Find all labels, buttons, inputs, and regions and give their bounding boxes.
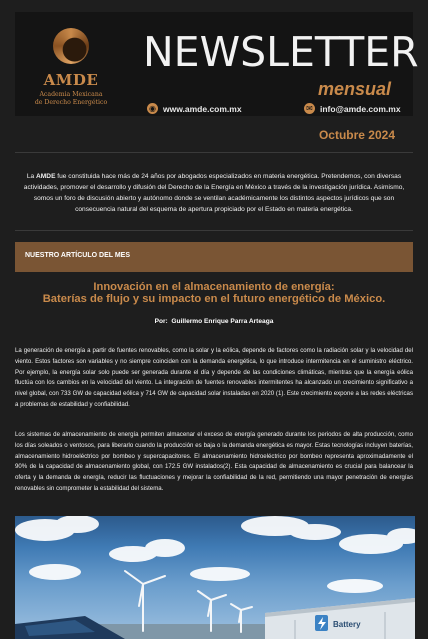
globe-icon: ◉ xyxy=(147,103,158,114)
logo-subtitle-line2: de Derecho Energético xyxy=(34,99,108,106)
newsletter-header xyxy=(15,12,419,116)
intro-prefix: La xyxy=(26,173,37,180)
website-link[interactable] xyxy=(147,103,242,114)
article-byline xyxy=(15,318,413,325)
intro-brand: AMDE xyxy=(36,173,56,180)
amde-logo[interactable] xyxy=(15,12,127,116)
logo-emblem-icon xyxy=(53,28,89,64)
email-link[interactable] xyxy=(304,103,401,114)
section-header-bar xyxy=(15,242,413,272)
newsletter-subtitle: mensual xyxy=(317,79,391,99)
hero-illustration xyxy=(15,516,415,639)
logo-name: AMDE xyxy=(43,71,99,89)
article-title-line2[interactable]: Baterías de flujo y su impacto en el futuro energético de México. xyxy=(42,293,386,305)
byline-author: Guillermo Enrique Parra Arteaga xyxy=(171,318,274,325)
article-title-line1[interactable]: Innovación en el almacenamiento de energía: xyxy=(93,281,335,293)
battery-container xyxy=(265,598,415,639)
article-paragraph-1: La generación de energía a partir de fuentes renovables, como la solar y la eólica, depende de factores como la radiación solar y la velocidad del viento. Estos factores son variables y no siempre coinciden con la demanda energética, lo que introduce intermitencia en el suministro eléctrico. Por ejemplo, la energía solar solo puede ser generada durante el día y depende de las condiciones climáticas, mientras que la energía eólica fluctúa con los cambios en la velocidad del viento. La integración de fuentes renovables intermitentes ha alcanzado un crecimiento significativo a nivel global, con 733 GW de capacidad eólica y 714 GW de capacidad solar instaladas en 2020 (1). Este crecimiento expone a las redes eléctricas a problemas de estabilidad y confiabilidad. xyxy=(15,347,413,408)
logo-subtitle-line1: Academia Mexicana xyxy=(39,91,103,98)
intro-body: fue constituida hace más de 24 años por abogados especializados en materia energética. Pretendemos, con diversas actividades, promover el desarrollo y difusión del Derecho de la Energía en México a través de la investigación jurídica. Asimismo, somos un foro de discusión abierto y autónomo donde se ventilan académicamente los distintos aspectos jurídicos que son consecuencia natural del esquema de apertura propiciado por el Estado en materia energética. xyxy=(23,173,405,213)
issue-date: Octubre 2024 xyxy=(318,128,395,142)
contact-row xyxy=(141,103,401,119)
article-paragraph-2: Los sistemas de almacenamiento de energía permiten almacenar el exceso de energía generado durante los periodos de alta producción, como los días soleados o ventosos, para liberarlo cuando la producción es baja o la demanda energética es mayor. Estas tecnologías incluyen baterías, almacenamiento hidroeléctrico por bombeo y supercapacitores. El almacenamiento hidroeléctrico por bombeo representa aproximadamente el 90% de la capacidad de almacenamiento global, con 172.5 GW instalados(2). Esta capacidad de almacenamiento es crucial para balancear la oferta y la demanda de energía, reducir las fluctuaciones y mejorar la confiabilidad de la red, permitiendo una mayor penetración de energías renovables sin comprometer la estabilidad del sistema. xyxy=(15,431,413,492)
divider xyxy=(15,152,413,153)
mail-icon: ✉ xyxy=(304,103,315,114)
website-text: www.amde.com.mx xyxy=(163,103,242,114)
divider xyxy=(15,230,413,231)
newsletter-title: NEWSLETTER xyxy=(143,28,419,76)
byline-prefix: Por: xyxy=(154,318,168,325)
article-hero-image xyxy=(15,516,415,639)
intro-text xyxy=(22,171,406,215)
clouds xyxy=(15,516,415,593)
section-header-label: NUESTRO ARTÍCULO DEL MES xyxy=(25,252,131,259)
battery-label: Battery xyxy=(333,620,361,629)
email-text: info@amde.com.mx xyxy=(320,103,401,114)
